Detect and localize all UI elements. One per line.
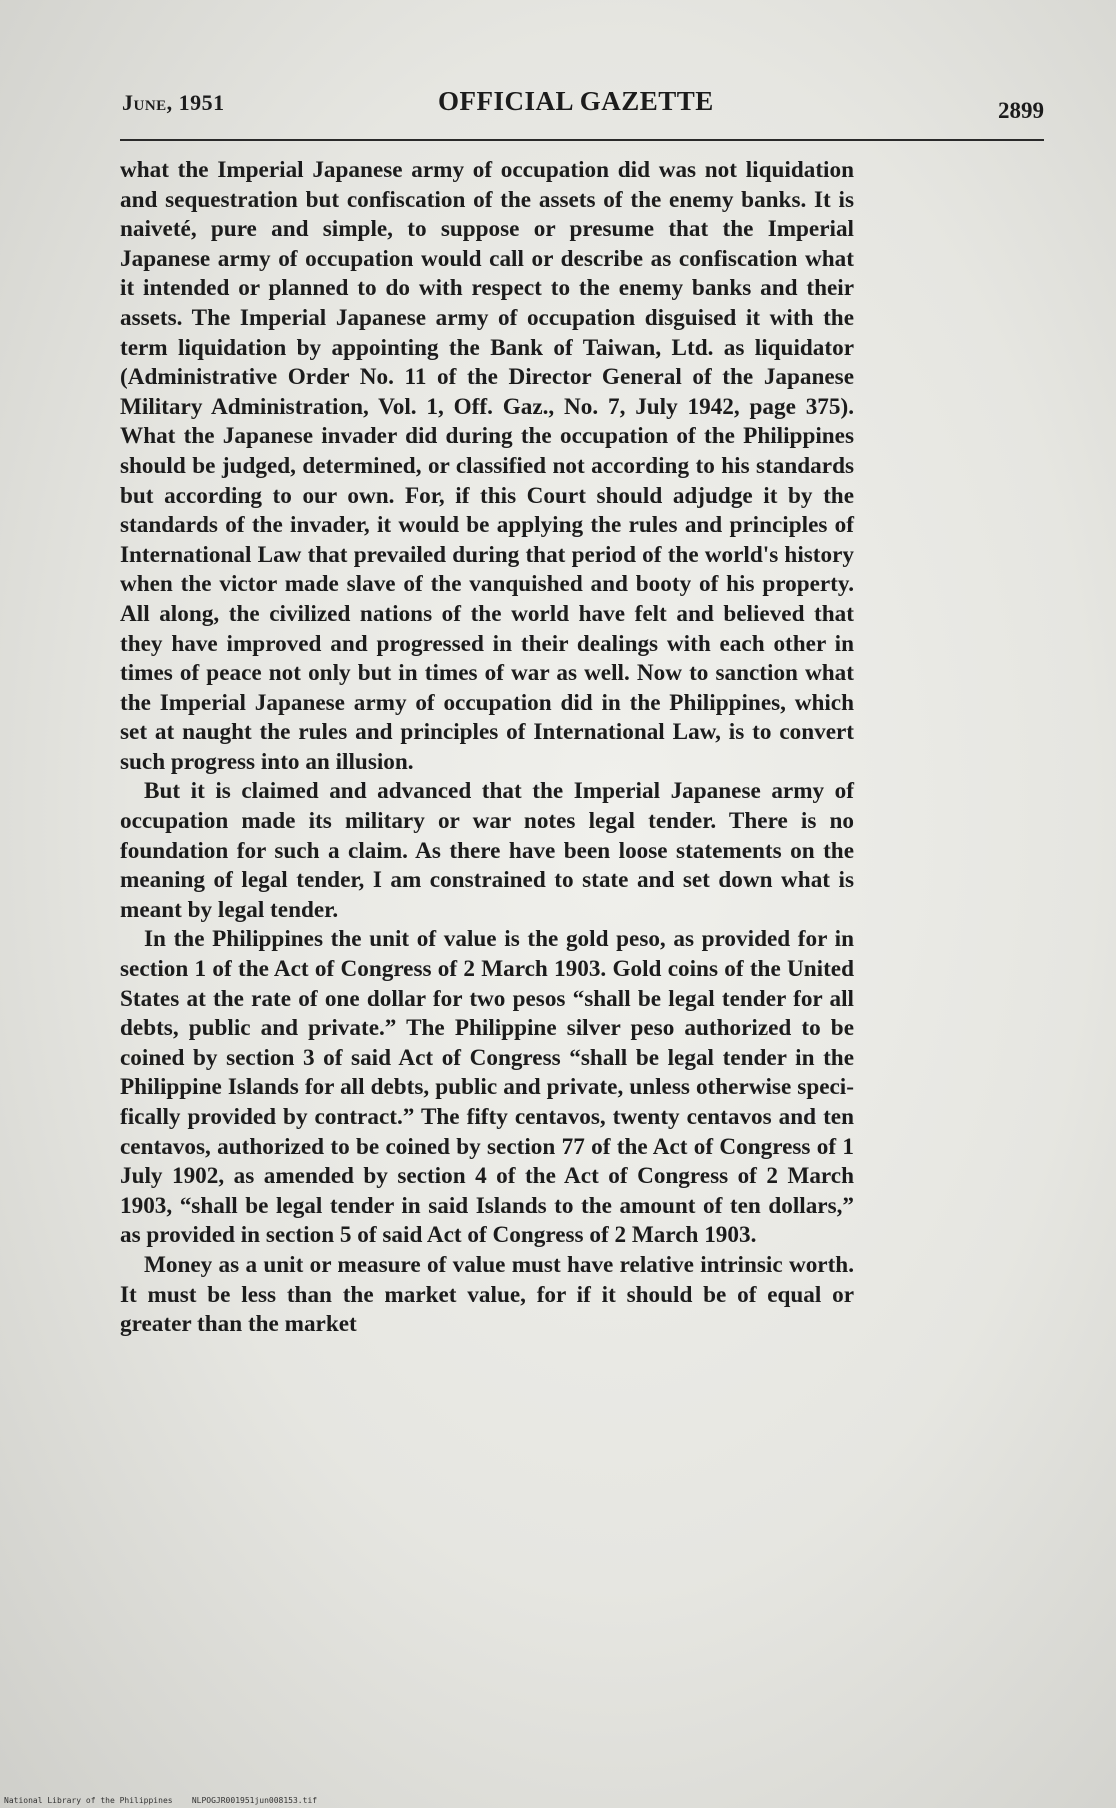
header-title: OFFICIAL GAZETTE (438, 86, 714, 116)
footer-file-id: NLPOGJR001951jun008153.tif (191, 1796, 318, 1805)
paragraph-4: Money as a unit or measure of value must have relative intrinsic worth. It must be less than the market value, for if it should be of equal or greater than the market (120, 1251, 854, 1338)
running-header (120, 86, 1044, 126)
paragraph-1: what the Imperial Japanese army of occupation did was not liquidation and sequestration but confiscation of the assets of the enemy banks. It is naiveté, pure and simple, to suppose or presume that the Imperial Japanese army of occupation would call or describe as confiscation what it intended or planned to do with respect to the enemy banks and their assets. The Imperial Japanese army of occupation disguised it with the term liquidation by appointing the Bank of Taiwan, Ltd. as liquidator (Administrative Order No. 11 of the Director General of the Japanese Military Administration, Vol. 1, Off. Gaz., No. 7, July 1942, page 375). What the Japanese invader did during the occupation of the Philippines should be judged, determined, or classified not according to his standards but according to our own. For, if this Court should adjudge it by the standards of the invader, it would be applying the rules and principles of International Law that prevailed during that period of the world's history when the victor made slave of the vanquished and booty of his property. All along, the civilized nations of the world have felt and believed that they have improved and progressed in their dealings with each other in times of peace not only but in times of war as well. Now to sanction what the Imperial Japanese army of occupation did in the Philippines, which set at naught the rules and principles of International Law, is to convert such progress into an illusion. (120, 157, 854, 775)
footer-library: National Library of the Philippines (4, 1796, 173, 1805)
body-text (120, 156, 854, 1340)
scan-footer (4, 1796, 317, 1805)
paragraph-2: But it is claimed and advanced that the Imperial Japanese army of occupation made its military or war notes legal tender. There is no foundation for such a claim. As there have been loose statements on the meaning of legal tender, I am constrained to state and set down what is meant by legal tender. (120, 778, 854, 923)
header-rule (120, 139, 1044, 141)
paragraph-3: In the Philippines the unit of value is the gold peso, as provided for in section 1 of the Act of Congress of 2 March 1903. Gold coins of the United States at the rate of one dollar for two pesos “shall be legal tender for all debts, public and private.” The Philippine silver peso authorized to be coined by section 3 of said Act of Congress “shall be legal tender in the Philippine Islands for all debts, public and private, unless otherwise specifically provided by contract.” The fifty centavos, twenty centavos and ten centavos, authorized to be coined by section 77 of the Act of Congress of 1 July 1902, as amended by section 4 of the Act of Congress of 2 March 1903, “shall be legal tender in said Islands to the amount of ten dollars,” as provided in section 5 of said Act of Congress of 2 March 1903. (120, 926, 854, 1249)
header-date: June, 1951 (122, 90, 225, 115)
page-number: 2899 (998, 98, 1044, 123)
